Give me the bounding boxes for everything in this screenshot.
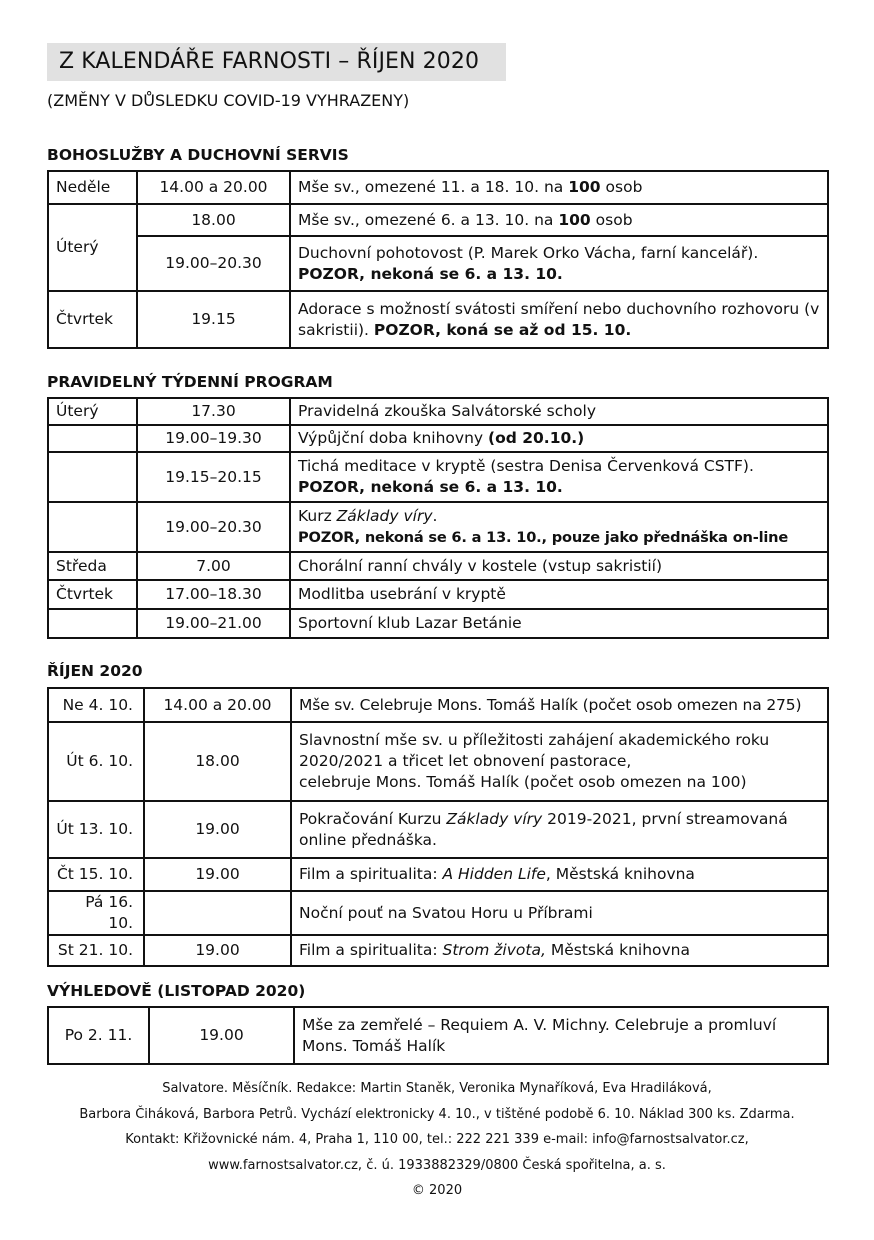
table-row <box>48 858 828 891</box>
day-cell <box>48 609 137 638</box>
table-row <box>48 425 828 452</box>
description-text: Slavnostní mše sv. u příležitosti zahájení akademického roku 2020/2021 a třicet let obnovení pastorace, <box>299 731 770 770</box>
description-text: Film a spiritualita: <box>299 865 443 883</box>
description-cell <box>294 1007 828 1064</box>
services-table <box>47 170 829 349</box>
description-text: Městská knihovna <box>545 941 691 959</box>
description-bold: POZOR, nekoná se 6. a 13. 10. <box>298 478 563 496</box>
description-text: osob <box>600 178 643 196</box>
description-cell: Pravidelná zkouška Salvátorské scholy <box>290 398 828 425</box>
description-cell <box>290 204 828 236</box>
section-heading-october: ŘÍJEN 2020 <box>47 662 143 680</box>
table-row <box>48 291 828 348</box>
description-italic: Základy víry <box>446 809 543 828</box>
description-cell <box>290 425 828 452</box>
footer <box>0 1076 874 1204</box>
footer-line: Barbora Čiháková, Barbora Petrů. Vychází elektronicky 4. 10., v tištěné podobě 6. 10. Náklad 300 ks. Zdarma. <box>79 1106 795 1122</box>
description-text: Adorace s možností svátosti smíření nebo duchovního rozhovoru (v sakristii). <box>298 299 820 339</box>
description-bold: POZOR, nekoná se 6. a 13. 10., pouze jako přednáška on-line <box>298 529 789 546</box>
description-cell <box>291 801 828 858</box>
description-text: Tichá meditace v kryptě (sestra Denisa Červenková CSTF). <box>298 457 754 475</box>
section-heading-services: BOHOSLUŽBY A DUCHOVNÍ SERVIS <box>47 146 349 164</box>
day-cell: Úterý <box>48 398 137 425</box>
outlook-table <box>47 1006 829 1065</box>
description-cell <box>290 291 828 348</box>
table-row <box>48 722 828 801</box>
table-row <box>48 502 828 552</box>
description-cell: Sportovní klub Lazar Betánie <box>290 609 828 638</box>
description-bold: POZOR, nekoná se 6. a 13. 10. <box>298 264 563 283</box>
table-row <box>48 801 828 858</box>
section-heading-weekly: PRAVIDELNÝ TÝDENNÍ PROGRAM <box>47 373 333 391</box>
description-text: Mše sv., omezené 11. a 18. 10. na <box>298 178 569 196</box>
table-row <box>48 580 828 609</box>
date-cell: Út 13. 10. <box>48 801 144 858</box>
description-cell <box>290 236 828 291</box>
page-subtitle: (ZMĚNY V DŮSLEDKU COVID-19 VYHRAZENY) <box>47 91 410 110</box>
description-text: Pokračování Kurzu <box>299 809 447 828</box>
october-table <box>47 687 829 967</box>
description-cell <box>291 858 828 891</box>
time-cell: 14.00 a 20.00 <box>137 171 290 204</box>
time-cell: 18.00 <box>144 722 291 801</box>
time-cell: 19.00–19.30 <box>137 425 290 452</box>
page-title: Z KALENDÁŘE FARNOSTI – ŘÍJEN 2020 <box>47 43 506 81</box>
time-cell: 19.15–20.15 <box>137 452 290 502</box>
table-row <box>48 609 828 638</box>
table-row <box>48 688 828 722</box>
description-cell <box>290 502 828 552</box>
time-cell: 17.00–18.30 <box>137 580 290 609</box>
date-cell: Po 2. 11. <box>48 1007 149 1064</box>
description-text: Kurz <box>298 507 337 525</box>
time-cell: 19.00–21.00 <box>137 609 290 638</box>
footer-line: www.farnostsalvator.cz, č. ú. 1933882329/0800 Česká spořitelna, a. s. <box>208 1157 666 1173</box>
table-row <box>48 398 828 425</box>
time-cell: 14.00 a 20.00 <box>144 688 291 722</box>
description-text: Mše sv., omezené 6. a 13. 10. na <box>298 210 559 229</box>
day-cell: Čtvrtek <box>48 291 137 348</box>
description-italic: Strom života, <box>442 941 546 959</box>
description-text: Výpůjční doba knihovny <box>298 429 489 447</box>
description-cell: Mše sv. Celebruje Mons. Tomáš Halík (počet osob omezen na 275) <box>291 688 828 722</box>
description-cell <box>290 171 828 204</box>
day-cell <box>48 452 137 502</box>
day-cell: Úterý <box>48 204 137 291</box>
footer-line: Kontakt: Křižovnické nám. 4, Praha 1, 110 00, tel.: 222 221 339 e-mail: info@farnostsalvator.cz, <box>125 1132 749 1147</box>
description-bold: 100 <box>568 178 601 196</box>
description-text: Film a spiritualita: <box>299 941 443 959</box>
description-cell: Modlitba usebrání v kryptě <box>290 580 828 609</box>
table-row <box>48 935 828 966</box>
time-cell: 19.00–20.30 <box>137 502 290 552</box>
description-italic: Základy víry <box>336 507 433 525</box>
time-cell <box>144 891 291 935</box>
day-cell: Neděle <box>48 171 137 204</box>
section-heading-outlook: VÝHLEDOVĚ (LISTOPAD 2020) <box>47 982 306 1000</box>
day-cell: Čtvrtek <box>48 580 137 609</box>
date-cell: St 21. 10. <box>48 935 144 966</box>
date-cell: Út 6. 10. <box>48 722 144 801</box>
description-text: Mons. Tomáš Halík <box>302 1036 446 1055</box>
day-cell <box>48 425 137 452</box>
footer-line: Salvatore. Měsíčník. Redakce: Martin Staněk, Veronika Mynaříková, Eva Hradiláková, <box>162 1081 712 1096</box>
description-text: . <box>432 507 438 525</box>
time-cell: 19.00 <box>144 858 291 891</box>
description-text: 2019-2021, první streamovaná online přednáška. <box>299 809 788 849</box>
description-text: Mše za zemřelé – Requiem A. V. Michny. Celebruje a promluví <box>302 1015 777 1034</box>
description-cell <box>290 452 828 502</box>
table-row <box>48 891 828 935</box>
time-cell: 19.00 <box>144 935 291 966</box>
weekly-table <box>47 397 829 639</box>
time-cell: 19.00 <box>149 1007 294 1064</box>
description-bold: 100 <box>558 210 591 229</box>
table-row <box>48 552 828 580</box>
table-row <box>48 1007 828 1064</box>
description-bold: POZOR, koná se až od 15. 10. <box>373 320 632 339</box>
description-text: , Městská knihovna <box>545 865 695 883</box>
description-cell: Chorální ranní chvály v kostele (vstup sakristií) <box>290 552 828 580</box>
day-cell <box>48 502 137 552</box>
description-text: Duchovní pohotovost (P. Marek Orko Vácha, farní kancelář). <box>298 243 759 262</box>
date-cell: Ne 4. 10. <box>48 688 144 722</box>
footer-copyright: © 2020 <box>411 1183 463 1198</box>
table-row <box>48 204 828 236</box>
time-cell: 19.00 <box>144 801 291 858</box>
date-cell: Pá 16. 10. <box>48 891 144 935</box>
time-cell: 19.00–20.30 <box>137 236 290 291</box>
table-row <box>48 171 828 204</box>
table-row <box>48 452 828 502</box>
time-cell: 7.00 <box>137 552 290 580</box>
description-text: celebruje Mons. Tomáš Halík (počet osob omezen na 100) <box>299 773 747 791</box>
description-text: osob <box>590 210 633 229</box>
description-italic: A Hidden Life <box>442 865 546 883</box>
description-bold: (od 20.10.) <box>488 429 585 447</box>
description-cell <box>291 935 828 966</box>
description-cell: Noční pouť na Svatou Horu u Příbrami <box>291 891 828 935</box>
time-cell: 18.00 <box>137 204 290 236</box>
table-row <box>48 236 828 291</box>
time-cell: 17.30 <box>137 398 290 425</box>
day-cell: Středa <box>48 552 137 580</box>
time-cell: 19.15 <box>137 291 290 348</box>
date-cell: Čt 15. 10. <box>48 858 144 891</box>
description-cell <box>291 722 828 801</box>
